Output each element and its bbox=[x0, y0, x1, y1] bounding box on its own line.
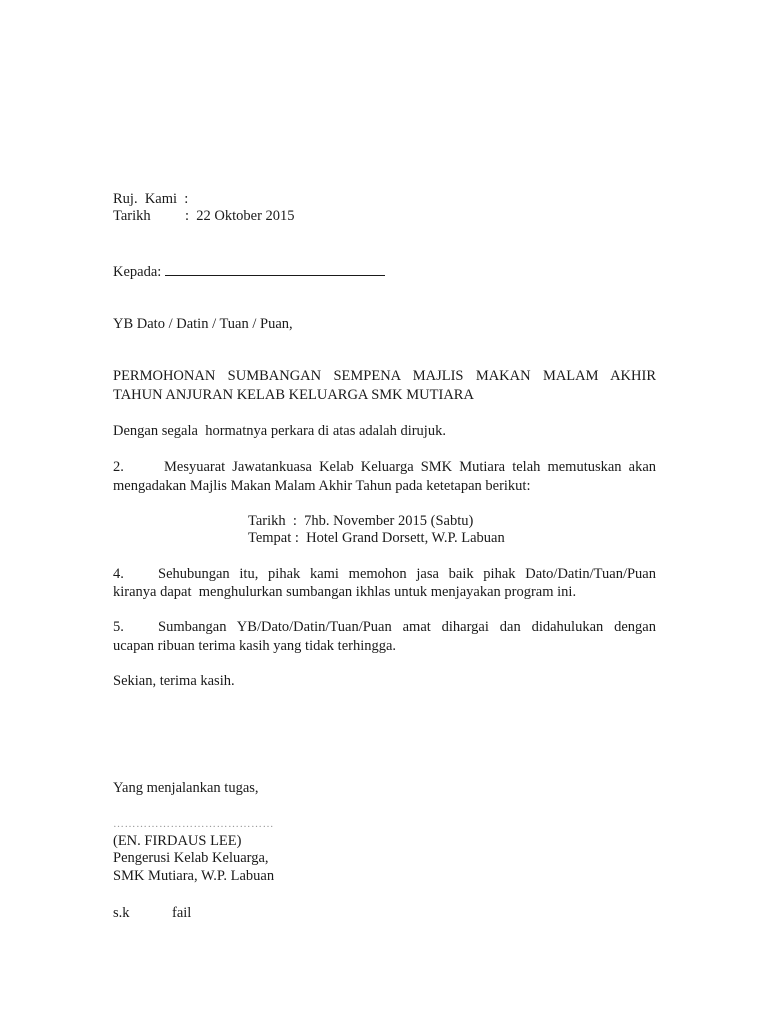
cc-line bbox=[113, 904, 191, 922]
signatory-org: SMK Mutiara, W.P. Labuan bbox=[113, 868, 275, 884]
event-place: Tempat : Hotel Grand Dorsett, W.P. Labuan bbox=[248, 530, 505, 546]
signature-dots: …………………………………… bbox=[113, 818, 274, 830]
paragraph-4-line-2: kiranya dapat menghulurkan sumbangan ikhlas untuk menjayakan program ini. bbox=[113, 584, 577, 600]
paragraph-5-line-1: Sumbangan YB/Dato/Datin/Tuan/Puan amat dihargai dan didahulukan dengan bbox=[158, 619, 656, 635]
recipient-blank bbox=[165, 262, 385, 276]
subject-line-1: PERMOHONAN SUMBANGAN SEMPENA MAJLIS MAKAN MALAM AKHIR bbox=[113, 368, 656, 384]
paragraph-4-line-1: Sehubungan itu, pihak kami memohon jasa baik pihak Dato/Datin/Tuan/Puan bbox=[158, 566, 656, 582]
opening-paragraph: Dengan segala hormatnya perkara di atas adalah dirujuk. bbox=[113, 423, 446, 439]
event-date: Tarikh : 7hb. November 2015 (Sabtu) bbox=[248, 513, 474, 529]
cc-value: fail bbox=[172, 905, 192, 921]
recipient-label: Kepada: bbox=[113, 264, 162, 280]
paragraph-2-line-1: Mesyuarat Jawatankuasa Kelab Keluarga SMK Mutiara telah memutuskan akan bbox=[164, 459, 656, 475]
paragraph-4-num: 4. bbox=[113, 566, 124, 582]
closing: Sekian, terima kasih. bbox=[113, 673, 235, 689]
date-line bbox=[113, 207, 295, 225]
signatory-title: Pengerusi Kelab Keluarga, bbox=[113, 850, 269, 866]
paragraph-2-num: 2. bbox=[113, 459, 124, 475]
cc-label: s.k bbox=[113, 905, 130, 921]
paragraph-5-line-2: ucapan ribuan terima kasih yang tidak terhingga. bbox=[113, 638, 397, 654]
salutation: YB Dato / Datin / Tuan / Puan, bbox=[113, 316, 293, 332]
date-label: Tarikh bbox=[113, 208, 151, 224]
date-value: : 22 Oktober 2015 bbox=[185, 208, 295, 224]
recipient-line bbox=[113, 262, 385, 281]
signatory-name: (EN. FIRDAUS LEE) bbox=[113, 833, 242, 849]
subject-line-2: TAHUN ANJURAN KELAB KELUARGA SMK MUTIARA bbox=[113, 387, 474, 403]
signature-intro: Yang menjalankan tugas, bbox=[113, 780, 259, 796]
paragraph-2-line-2: mengadakan Majlis Makan Malam Akhir Tahun pada ketetapan berikut: bbox=[113, 478, 531, 494]
paragraph-5-num: 5. bbox=[113, 619, 124, 635]
reference-line: Ruj. Kami : bbox=[113, 191, 189, 207]
